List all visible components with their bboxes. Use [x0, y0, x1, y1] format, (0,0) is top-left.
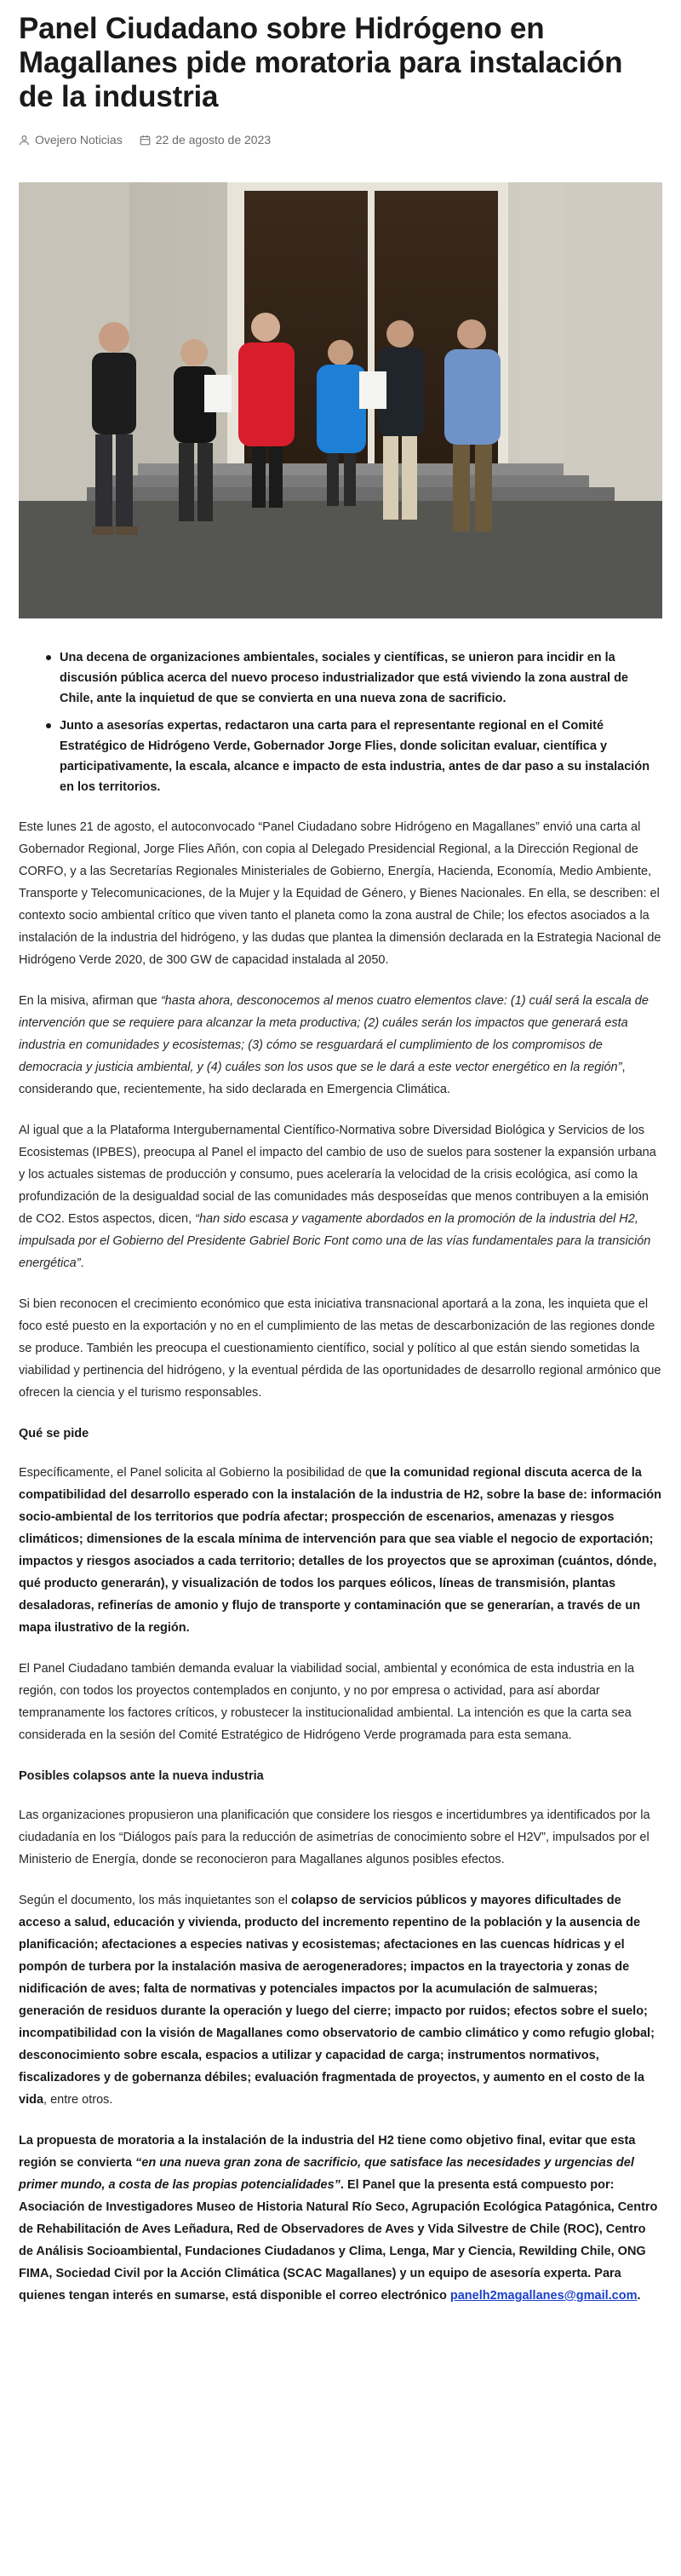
date-meta	[140, 133, 271, 147]
quote-run: “en una nueva gran zona de sacrificio, que satisface las necesidades y urgencias del primer mundo, a costa de las propias potencialidades”	[19, 2156, 634, 2192]
author-meta[interactable]	[19, 133, 123, 147]
bold-run: . El Panel que la presenta está compuesto por: Asociación de Investigadores Museo de Historia Natural Río Seco, Agrupación Ecológica Patagónica, Centro de Rehabilitación de Aves Leñadura, Red de Observadores de Aves y Vida Silvestre de Chile (ROC), Centro de Análisis Socioambiental, Fundaciones Ciudadanos y Clima, Lenga, Mar y Ciencia, Rewilding Chile, ONG FIMA, Sociedad Civil por la Acción Climática (SCAC Magallanes) y un equipo de asesoría experta. Para quienes tengan interés en sumarse, está disponible el correo electrónico	[19, 2178, 658, 2303]
quote-run: “han sido escasa y vagamente abordados en la promoción de la industria del H2, impulsada por el Gobierno del Presidente Gabriel Boric Font como una de las vías fundamentales para la transición energética”	[19, 1212, 651, 1270]
paragraph	[19, 990, 662, 1101]
section-heading: Qué se pide	[19, 1427, 89, 1440]
quote-run: “hasta ahora, desconocemos al menos cuatro elementos clave: (1) cuál será la escala de intervención que se requiere para alcanzar la meta productiva; (2) cuáles serán los impactos que generará esta industria en comunidades y ecosistemas; (3) cómo se resguardará el cumplimiento de los compromisos de democracia y justicia ambiental, y (4) cuáles son los usos que se le dará a este vector energético en la región”	[19, 994, 649, 1074]
text-run: .	[637, 2289, 641, 2303]
publish-date: 22 de agosto de 2023	[155, 133, 272, 147]
highlight-item: Junto a asesorías expertas, redactaron una carta para el representante regional en el Comité Estratégico de Hidrógeno Verde, Gobernador Jorge Flies, donde solicitan evaluar, científica y participativamente, la escala, alcance e impacto de esta industria, antes de dar paso a su instalación en los territorios.	[60, 716, 662, 797]
paragraph	[19, 1889, 662, 2111]
paragraph: El Panel Ciudadano también demanda evaluar la viabilidad social, ambiental y económica de esta industria en la región, con todos los proyectos contemplados en conjunto, y no por empresa o actividad, para así abordar tempranamente los factores críticos, y robustecer la institucionalidad ambiental. La intención es que la carta sea considerada en la sesión del Comité Estratégico de Hidrógeno Verde programada para esta semana.	[19, 1662, 635, 1742]
text-run: Al igual que a la Plataforma Intergubernamental Científico-Normativa sobre Diversidad Biológica y Servicios de los Ecosistemas (IPBES), preocupa al Panel el impacto del cambio de uso de suelos para sostener la expansión urbana y los actuales sistemas de producción y consumo, pues aceleraría la velocidad de la crisis ecológica, así como la profundización de la desigualdad social de las comunidades más desposeídas que menos contribuyen a la emisión de CO2. Estos aspectos, dicen,	[19, 1124, 656, 1226]
author-name[interactable]: Ovejero Noticias	[35, 133, 123, 147]
user-icon	[19, 135, 30, 146]
text-run: Específicamente, el Panel solicita al Gobierno la posibilidad de q	[19, 1466, 373, 1480]
article-body	[19, 816, 662, 2307]
article-meta	[19, 133, 662, 147]
paragraph: Las organizaciones propusieron una planificación que considere los riesgos e incertidumbres ya identificados por la ciudadanía en los “Diálogos país para la reducción de asimetrías de conocimiento sobre el H2V”, impulsados por el Ministerio de Energía, donde se reconocieron para Magallanes algunos posibles efectos.	[19, 1808, 650, 1866]
paragraph: Este lunes 21 de agosto, el autoconvocado “Panel Ciudadano sobre Hidrógeno en Magallanes” envió una carta al Gobernador Regional, Jorge Flies Añón, con copia al Delegado Presidencial Regional, a la Dirección Regional de CORFO, y a las Secretarías Regionales Ministeriales de Gobierno, Energía, Hacienda, Economía, Medio Ambiente, Transporte y Telecomunicaciones, de la Mujer y la Equidad de Género, y Bienes Nacionales. En ella, se describen: el contexto socio ambiental crítico que viven tanto el planeta como la zona austral de Chile; los efectos asociados a la instalación de la industria del hidrógeno, y las dudas que plantea la dimensión declarada en la Estrategia Nacional de Hidrógeno Verde 2020, de 300 GW de capacidad instalada al 2050.	[19, 820, 661, 967]
section-heading: Posibles colapsos ante la nueva industria	[19, 1769, 264, 1783]
highlight-item: Una decena de organizaciones ambientales, sociales y científicas, se unieron para incidir en la discusión pública acerca del nuevo proceso industrializador que está viviendo la zona austral de Chile, ante la inquietud de que se convierta en una nueva zona de sacrificio.	[60, 647, 662, 709]
paragraph	[19, 2130, 662, 2307]
bold-run: ue la comunidad regional discuta acerca de la compatibilidad del desarrollo esperado con la instalación de la industria de H2, sobre la base de: información socio-ambiental de los territorios que podría afectar; prospección de escenarios, amenazas y riesgos climáticos; dimensiones de la escala mínima de intervención para que sea viable el negocio de exportación; impactos y riesgos asociados a cada territorio; detalles de los proyectos que se aproximan (cuántos, dónde, qué producto generarán), y visualización de todos los parques eólicos, líneas de transmisión, plantas desaladoras, refinerías de amonio y flujo de transporte y contaminación que se generarían, a través de un mapa ilustrativo de la región.	[19, 1466, 661, 1635]
paragraph	[19, 1119, 662, 1274]
text-run: En la misiva, afirman que	[19, 994, 161, 1008]
text-run: Según el documento, los más inquietantes son el	[19, 1894, 292, 1907]
featured-photo	[19, 182, 662, 618]
paragraph	[19, 1462, 662, 1639]
text-run: , considerando que, recientemente, ha sido declarada en Emergencia Climática.	[19, 1061, 626, 1096]
paragraph: Si bien reconocen el crecimiento económico que esta iniciativa transnacional aportará a la zona, les inquieta que el foco esté puesto en la exportación y no en el cumplimiento de las metas de descarbonización de las regiones donde se produce. También les preocupa el cuestionamiento científico, social y político al que están siendo sometidas la viabilidad y pertinencia del hidrógeno, y la eventual pérdida de las oportunidades de desarrollo regional armónico que ofrecen la ciencia y el turismo responsables.	[19, 1297, 661, 1400]
article-title: Panel Ciudadano sobre Hidrógeno en Magallanes pide moratoria para instalación de la industria	[19, 12, 623, 113]
bold-run: colapso de servicios públicos y mayores dificultades de acceso a salud, educación y vivienda, producto del incremento repentino de la población y la ausencia de planificación; afectaciones a especies nativas y ecosistemas; afectaciones en las cuencas hídricas y el pompón de turbera por la instalación masiva de aerogeneradores; impactos en la trayectoria y zonas de nidificación de aves; falta de normativas y potenciales impactos por la acumulación de salmueras; generación de residuos durante la operación y luego del cierre; impacto por ruidos; efectos sobre el suelo; incompatibilidad con la visión de Magallanes como observatorio de cambio climático y como refugio global; desconocimiento sobre escala, espacios a utilizar y capacidad de carga; instrumentos normativos, fiscalizadores y de gobernanza débiles; evaluación fragmentada de proyectos, y aumento en el costo de la vida	[19, 1894, 655, 2107]
highlights-list	[19, 647, 662, 797]
bold-run: La propuesta de moratoria a la instalación de la industria del H2 tiene como objetivo final, evitar que esta región se convierta	[19, 2134, 636, 2170]
text-run: .	[80, 1256, 84, 1270]
text-run: , entre otros.	[43, 2093, 113, 2107]
email-link[interactable]: panelh2magallanes@gmail.com	[449, 2289, 638, 2303]
calendar-icon	[140, 135, 151, 146]
sidewalk	[19, 501, 662, 618]
